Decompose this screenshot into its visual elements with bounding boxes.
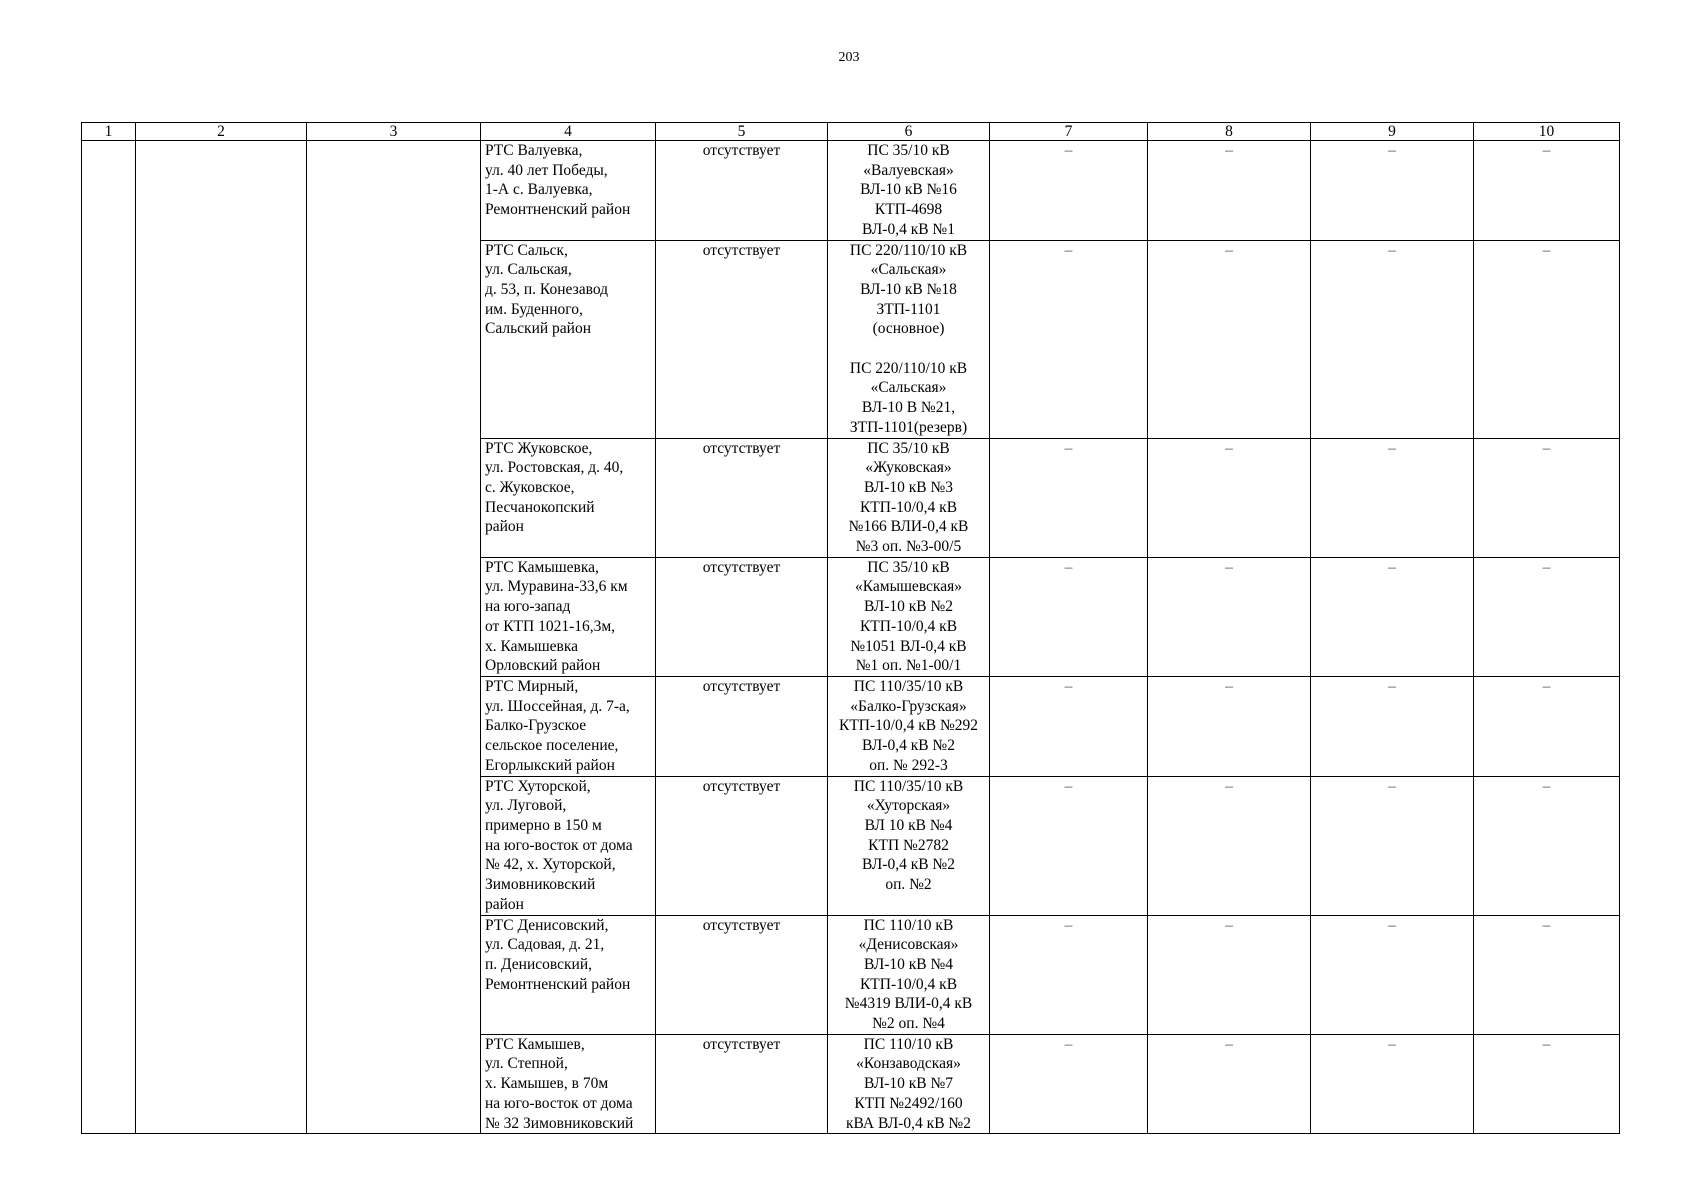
address-cell: РТС Валуевка, ул. 40 лет Победы, 1-А с. Валуевка, Ремонтненский район (481, 141, 656, 241)
column-header-4: 4 (481, 123, 656, 141)
column-header-2: 2 (136, 123, 307, 141)
col8-cell: – (1148, 557, 1311, 676)
col7-cell: – (990, 1034, 1148, 1134)
col10-cell: – (1474, 438, 1620, 557)
status-cell: отсутствует (656, 438, 828, 557)
col8-cell: – (1148, 438, 1311, 557)
col10-cell: – (1474, 557, 1620, 676)
power-supply-cell: ПС 110/10 кВ «Денисовская» ВЛ-10 кВ №4 КТП-10/0,4 кВ №4319 ВЛИ-0,4 кВ №2 оп. №4 (828, 915, 990, 1034)
power-supply-cell: ПС 110/35/10 кВ «Балко-Грузская» КТП-10/0,4 кВ №292 ВЛ-0,4 кВ №2 оп. № 292-3 (828, 676, 990, 776)
document-table (81, 122, 1620, 1134)
status-cell: отсутствует (656, 1034, 828, 1134)
address-cell: РТС Камышевка, ул. Муравина-33,6 км на юго-запад от КТП 1021-16,3м, х. Камышевка Орловский район (481, 557, 656, 676)
col7-cell: – (990, 676, 1148, 776)
col9-cell: – (1311, 1034, 1474, 1134)
col10-cell: – (1474, 141, 1620, 241)
column-header-7: 7 (990, 123, 1148, 141)
power-supply-cell: ПС 220/110/10 кВ «Сальская» ВЛ-10 кВ №18 ЗТП-1101 (основное) ПС 220/110/10 кВ «Сальская» ВЛ-10 В №21, ЗТП-1101(резерв) (828, 240, 990, 438)
table-header-row (82, 123, 1620, 141)
address-cell: РТС Хуторской, ул. Луговой, примерно в 150 м на юго-восток от дома № 42, х. Хуторской, Зимовниковский район (481, 776, 656, 915)
address-cell: РТС Мирный, ул. Шоссейная, д. 7-а, Балко-Грузское сельское поселение, Егорлыкский район (481, 676, 656, 776)
power-supply-cell: ПС 35/10 кВ «Камышевская» ВЛ-10 кВ №2 КТП-10/0,4 кВ №1051 ВЛ-0,4 кВ №1 оп. №1-00/1 (828, 557, 990, 676)
address-cell: РТС Сальск, ул. Сальская, д. 53, п. Конезавод им. Буденного, Сальский район (481, 240, 656, 438)
col8-cell: – (1148, 240, 1311, 438)
col7-cell: – (990, 141, 1148, 241)
column-header-3: 3 (307, 123, 481, 141)
col7-cell: – (990, 776, 1148, 915)
status-cell: отсутствует (656, 676, 828, 776)
col8-cell: – (1148, 915, 1311, 1034)
col8-cell: – (1148, 1034, 1311, 1134)
col8-cell: – (1148, 676, 1311, 776)
power-supply-cell: ПС 35/10 кВ «Жуковская» ВЛ-10 кВ №3 КТП-10/0,4 кВ №166 ВЛИ-0,4 кВ №3 оп. №3-00/5 (828, 438, 990, 557)
col10-cell: – (1474, 1034, 1620, 1134)
col9-cell: – (1311, 676, 1474, 776)
column-header-8: 8 (1148, 123, 1311, 141)
column-header-10: 10 (1474, 123, 1620, 141)
col7-cell: – (990, 240, 1148, 438)
address-cell: РТС Камышев, ул. Степной, х. Камышев, в 70м на юго-восток от дома № 32 Зимовниковский (481, 1034, 656, 1134)
address-cell: РТС Жуковское, ул. Ростовская, д. 40, с. Жуковское, Песчанокопский район (481, 438, 656, 557)
column-header-6: 6 (828, 123, 990, 141)
col10-cell: – (1474, 676, 1620, 776)
page-number: 203 (838, 50, 860, 65)
col10-cell: – (1474, 240, 1620, 438)
address-cell: РТС Денисовский, ул. Садовая, д. 21, п. Денисовский, Ремонтненский район (481, 915, 656, 1034)
col7-cell: – (990, 438, 1148, 557)
column-header-1: 1 (82, 123, 136, 141)
power-supply-cell: ПС 110/10 кВ «Конзаводская» ВЛ-10 кВ №7 КТП №2492/160 кВА ВЛ-0,4 кВ №2 (828, 1034, 990, 1134)
status-cell: отсутствует (656, 915, 828, 1034)
merged-cell-col-1 (82, 141, 136, 1134)
status-cell: отсутствует (656, 557, 828, 676)
col10-cell: – (1474, 915, 1620, 1034)
status-cell: отсутствует (656, 240, 828, 438)
col8-cell: – (1148, 141, 1311, 241)
col9-cell: – (1311, 141, 1474, 241)
power-supply-cell: ПС 110/35/10 кВ «Хуторская» ВЛ 10 кВ №4 КТП №2782 ВЛ-0,4 кВ №2 оп. №2 (828, 776, 990, 915)
col8-cell: – (1148, 776, 1311, 915)
col7-cell: – (990, 915, 1148, 1034)
col9-cell: – (1311, 438, 1474, 557)
power-supply-cell: ПС 35/10 кВ «Валуевская» ВЛ-10 кВ №16 КТП-4698 ВЛ-0,4 кВ №1 (828, 141, 990, 241)
col9-cell: – (1311, 240, 1474, 438)
col9-cell: – (1311, 915, 1474, 1034)
col9-cell: – (1311, 776, 1474, 915)
col10-cell: – (1474, 776, 1620, 915)
status-cell: отсутствует (656, 141, 828, 241)
status-cell: отсутствует (656, 776, 828, 915)
merged-cell-col-3 (307, 141, 481, 1134)
merged-cell-col-2 (136, 141, 307, 1134)
table-row (82, 141, 1620, 241)
col7-cell: – (990, 557, 1148, 676)
col9-cell: – (1311, 557, 1474, 676)
column-header-9: 9 (1311, 123, 1474, 141)
column-header-5: 5 (656, 123, 828, 141)
